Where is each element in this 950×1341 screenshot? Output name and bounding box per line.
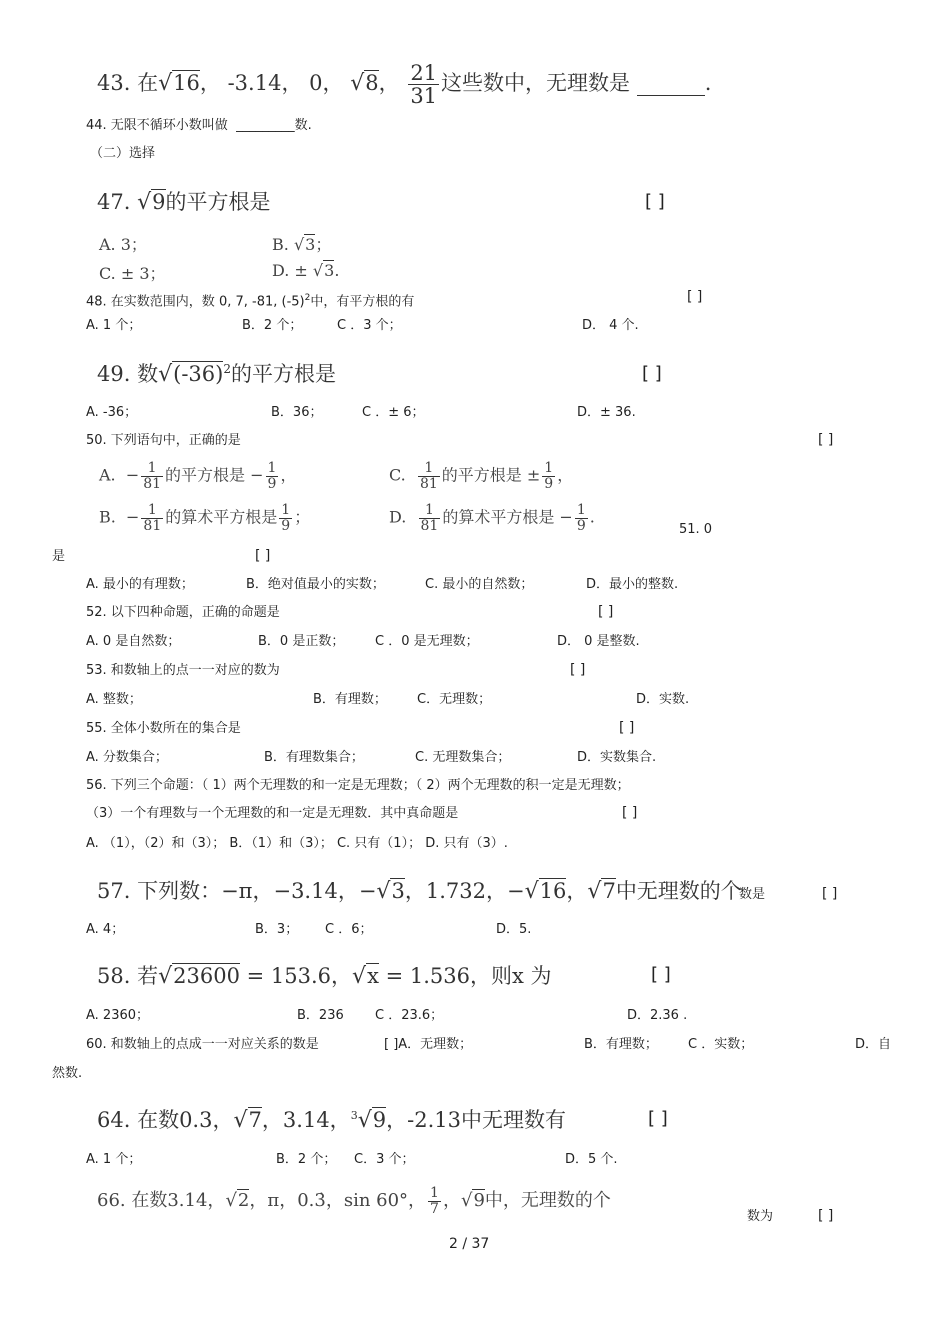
q57-option-b: B．3；: [255, 922, 299, 937]
q52-bracket: [ ]: [598, 604, 614, 620]
q51-option-d: D．最小的整数.: [586, 577, 679, 592]
q57-bracket: [ ]: [822, 886, 838, 902]
q43-line: 43. 在√16， -3.14， 0， √8， $\frac{21}{31}$ 这些数中，无理数是 .: [97, 61, 712, 109]
q48-option-a: A. 1 个；: [86, 318, 142, 333]
q66-stem-tail: 数为: [747, 1209, 774, 1224]
page-number: 2 / 37: [449, 1236, 490, 1252]
q55-stem: 55. 全体小数所在的集合是: [86, 721, 241, 736]
q48-option-d: D． 4 个.: [582, 318, 639, 333]
q51-option-b: B．绝对值最小的实数；: [246, 577, 385, 592]
q49-option-d: D．± 36.: [577, 405, 636, 420]
q56-stem-line2: （3）一个有理数与一个无理数的和一定是无理数．其中真命题是: [86, 806, 459, 821]
q58-option-b: B．236: [297, 1008, 344, 1023]
q56-stem-line1: 56. 下列三个命题：（ 1）两个无理数的和一定是无理数；（ 2）两个无理数的积一定是无理数；: [86, 778, 630, 793]
q55-option-d: D．实数集合.: [577, 750, 657, 765]
q60-option-b: B．有理数；: [584, 1037, 658, 1052]
q48-option-b: B．2 个；: [242, 318, 303, 333]
q60-option-d-cont: 然数.: [52, 1066, 83, 1081]
q60-option-d: D．自: [855, 1037, 892, 1052]
q64-bracket: [ ]: [648, 1108, 668, 1129]
q55-option-c: C. 无理数集合；: [415, 750, 511, 765]
section-heading: （二）选择: [90, 146, 156, 161]
q56-options: A. （1），（2）和（3）； B．（1）和（3）； C. 只有（1）； D. 只有（3）.: [86, 836, 508, 851]
q50-option-c: C. $\frac{1}{81}$ 的平方根是 ± $\frac{1}{9}$ ，: [389, 460, 574, 492]
q55-option-b: B．有理数集合；: [264, 750, 364, 765]
q53-option-d: D．实数.: [636, 692, 690, 707]
q48-stem: 48. 在实数范围内，数 0, 7, -81, $(-5)^2$中，有平方根的有: [86, 293, 415, 310]
q50-option-b: B. − $\frac{1}{81}$ 的算术平方根是 $\frac{1}{9}$ ；: [99, 502, 311, 534]
q64-stem: 64. 在数0.3，√7，3.14，$^3$√9，-2.13中无理数有: [97, 1108, 566, 1133]
q52-option-d: D． 0 是整数.: [557, 634, 640, 649]
q58-stem: 58. 若√23600 = 153.6，√x = 1.536，则x 为: [97, 964, 552, 989]
q49-option-c: C ．± 6；: [362, 405, 425, 420]
q64-option-a: A. 1 个；: [86, 1152, 142, 1167]
q47-stem: 47. √9的平方根是: [97, 190, 271, 215]
q51-option-c: C. 最小的自然数；: [425, 577, 534, 592]
q58-option-c: C ．23.6；: [375, 1008, 444, 1023]
q66-bracket: [ ]: [818, 1208, 834, 1224]
q47-option-b: B. √3；: [272, 235, 332, 254]
q64-option-b: B．2 个；: [276, 1152, 337, 1167]
q53-stem: 53. 和数轴上的点一一对应的数为: [86, 663, 280, 678]
q51-stem: 51. 0: [679, 522, 713, 537]
q47-bracket: [ ]: [645, 191, 665, 212]
q50-bracket: [ ]: [818, 432, 834, 448]
q66-stem: 66. 在数3.14，√2，π，0.3̇，sin 60°， $\frac{1}{7}$ ，√9中，无理数的个: [97, 1185, 611, 1217]
q51-bracket: [ ]: [255, 548, 271, 564]
q60-stem: 60. 和数轴上的点成一一对应关系的数是: [86, 1037, 319, 1052]
q47-option-c: C. ± 3；: [99, 264, 166, 283]
q49-option-a: A. -36；: [86, 405, 138, 420]
q51-stem-cont: 是: [52, 549, 66, 564]
q48-option-c: C ．3 个；: [337, 318, 402, 333]
q47-option-a: A. 3；: [99, 235, 147, 254]
q64-option-d: D．5 个.: [565, 1152, 618, 1167]
q58-option-a: A. 2360；: [86, 1008, 150, 1023]
q57-option-a: A. 4；: [86, 922, 125, 937]
q57-stem-tail: 数是: [739, 887, 766, 902]
q52-stem: 52. 以下四种命题，正确的命题是: [86, 605, 280, 620]
q56-bracket: [ ]: [622, 805, 638, 821]
q49-stem: 49. 数$√(-36)^2$的平方根是: [97, 362, 336, 387]
q52-option-a: A. 0 是自然数；: [86, 634, 181, 649]
q49-option-b: B．36；: [271, 405, 323, 420]
q44-line: 44. 无限不循环小数叫做 _________数.: [86, 118, 312, 133]
q55-option-a: A. 分数集合；: [86, 750, 168, 765]
q51-option-a: A. 最小的有理数；: [86, 577, 194, 592]
q52-option-b: B．0 是正数；: [258, 634, 345, 649]
q53-bracket: [ ]: [570, 662, 586, 678]
q58-bracket: [ ]: [651, 964, 671, 985]
q57-option-c: C ．6；: [325, 922, 373, 937]
q58-option-d: D．2.36 .: [627, 1008, 688, 1023]
q49-bracket: [ ]: [642, 363, 662, 384]
q57-option-d: D．5.: [496, 922, 532, 937]
q52-option-c: C ．0 是无理数；: [375, 634, 479, 649]
q55-bracket: [ ]: [619, 720, 635, 736]
q57-stem: 57. 下列数：−π，−3.14，−√3，1.732，−√16，√7中无理数的个: [97, 879, 742, 904]
q64-option-c: C．3 个；: [354, 1152, 415, 1167]
q50-option-d: D. $\frac{1}{81}$ 的算术平方根是 − $\frac{1}{9}$ .: [389, 502, 595, 534]
q60-bracket-option-a: [ ]A．无理数；: [384, 1037, 473, 1052]
q50-option-a: A. − $\frac{1}{81}$ 的平方根是 − $\frac{1}{9}$ ，: [99, 460, 297, 492]
q53-option-b: B．有理数；: [313, 692, 387, 707]
q47-option-d: D. ± √3.: [272, 261, 340, 280]
q53-option-a: A. 整数；: [86, 692, 142, 707]
q50-stem: 50. 下列语句中，正确的是: [86, 433, 241, 448]
q53-option-c: C．无理数；: [417, 692, 492, 707]
q48-bracket: [ ]: [687, 289, 703, 305]
q60-option-c: C ．实数；: [688, 1037, 754, 1052]
